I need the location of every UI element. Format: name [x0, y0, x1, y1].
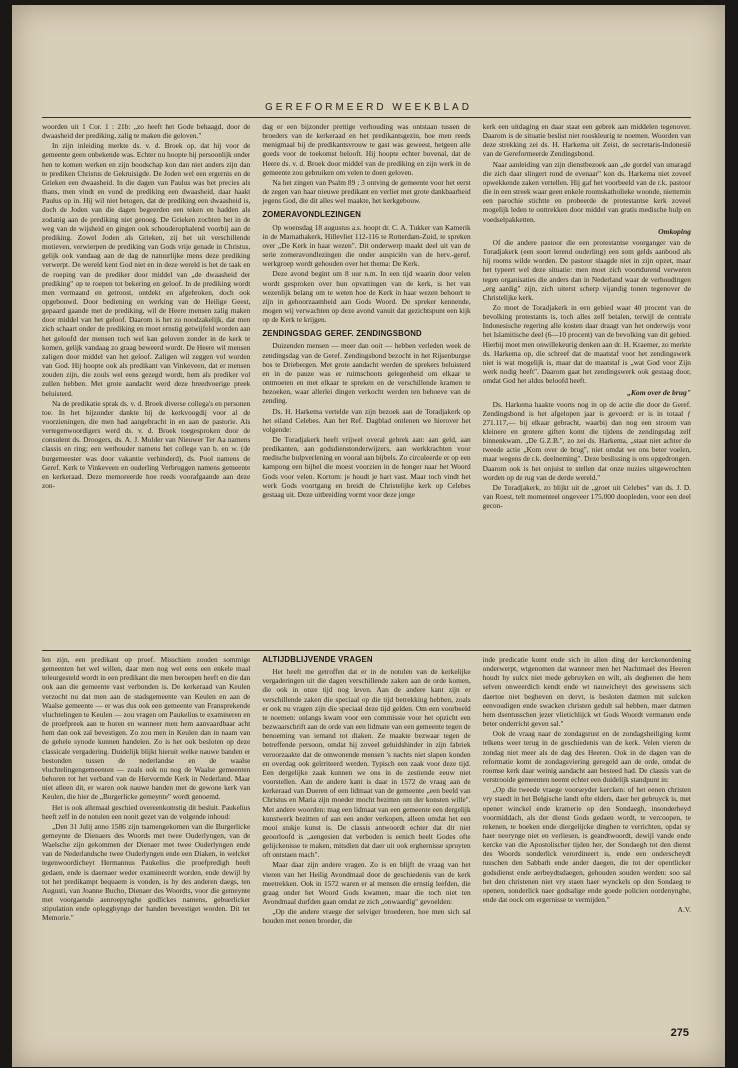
paragraph: inde predicatie komt ende sich in allen ding der kerckenordening onderwerpt, wtgenomen dat wanneer men het Nachtmael des Heeren houdt hy sulcx niet mede gebruyken en wilt, als deghenen die hem selven onweerdich kendt ende wt nauwicheyt des gewissens sich daertoe niet begheven en dervt, is besloten datmen mit sulcken eenvoudigen ende swacken christen gedult sal hebben, maer datmen hem dsentusschen jezer vlietichlijck wt Gods Woordt vermanen ende beter onderricht geven sal." — [482, 655, 691, 729]
paragraph: Na de predikatie sprak ds. v. d. Broek diverse collega's en personen toe. In het bijzonder dankte hij de kerkvoogdij voor al de voorzieningen, die men had aangebracht in en aan de pastorie. Als vertegenwoordigers werd ds. v. d. Broek toegesproken door de consulent ds. Droogers, ds. A. J. Mulder van Nieuwer Ter Aa namens classis en ring; een wethouder namens het college van b. en w. (de burgemeester was door vakantie verhinderd), ds. Pool namens de Geref. Kerk te Vinkeveen en ouderling Verbruggen namens gemeente en kerkeraad. Deze memoreerde hoe reeds voorafgaande aan deze zon- — [42, 398, 251, 491]
top-column-3 — [483, 122, 691, 646]
author-signature: A.V. — [677, 905, 691, 915]
section-heading-zomeravondlezingen: ZOMERAVONDLEZINGEN — [262, 210, 362, 220]
paragraph: Of die andere pastoor die een protestantse voorganger van de Toradjakerk (een soort lerend ouderling) een som gelds aanbood als hij rooms wilde worden. De pastoor slaagde niet in zijn opzet, maar het typeert wel deze situatie: men moet zich voortdurend verweren tegen organisaties die anders dan in Nederland waar de verhoudingen „erg aardig" zijn, zich uiterst scherp vijandig tonen tegenover de Christelijke kerk. — [482, 237, 691, 302]
paragraph: len zijn, een predikant op proef. Misschien zouden sommige gemeenten het wel willen, daar men nog wel eens een enkele maal teleurgesteld wordt in een predikant die men beroepen heeft en die dan ook aan die gemeente vast verbonden is. De kerkeraad van Keulen verzocht nu dat men aan de stadsgemeente van Keulen en aan de Waalse gemeente — er was dus ook een gemeente van Fransprekende vluchtelingen te Keulen — zou vragen om Paukelius te examineren en de proefpreek aan te horen en wanneer men hem aanvaardbaar acht hem dan ook zal bevestigen. Zo zou men in Keulen dan in naam van de gehele synode kunnen handelen. Zo is het ook besloten op deze classicale vergadering. Duidelijk blijkt hieruit welke nauwe banden er bestonden tussen de nederlandse en de waalse vluchtelingengemeenten — zoals ook nu nog de Waalse gemeenten behoren tot het verband van de Hervormde Kerk in Nederland. Maar niet alleen dit, er waren ook nauwe banden met de gewone kerk van Keulen, die hier de „Burgerlicke gemeynte" wordt genoemd. — [42, 655, 251, 802]
paragraph: dag er een bijzonder prettige verhouding was ontstaan tussen de broeders van de kerkeraad en het predikantsgezin, hoe men reeds menigmaal bij de predikantsvrouw te gast was geweest, hetgeen alle goeds voor de toekomst belooft. Hij hoopte echter bovenal, dat de Heere ds. v. d. Broek door middel van de prediking en zijn werk in de gemeente zou gebruiken om velen te doen geloven. — [262, 122, 471, 177]
top-columns — [42, 122, 691, 646]
paragraph: Ook de vraag naar de zondagsrust en de zondagsheiliging komt telkens weer terug in de geschiedenis van de kerk. Velen vieren de zondag niet meer als de dag des Heeren. Ook in de dagen van de reformatie komt de zondagsviering geregeld aan de orde, omdat de roomse kerk daar weinig aandacht aan besteed had. De classis van de verstrooide gemeenten neemt echter een duidelijk standpunt in: — [482, 729, 691, 785]
paragraph: Zo moet de Toradjakerk in een gebied waar 40 procent van de bevolking protestants is, toch alles zelf betalen, terwijl de centrale Indonesische regering alle kosten daar draagt van het onderwijs voor het Islamitische deel (6—10 procent) van de bevolking van dit gebied. Hierbij moet men onwillekeurig denken aan dr. H. Kraemer, zo merkte ds. Harkema op, die schreef dat de maatstaf voor het zendingswerk niet is wat mogelijk is, maar dat de maatstaf is „wat God voor Zijn werk nodig heeft". Daarom gaat het zendingswerk ook gestaag door, omdat God het aldus beloofd heeft. — [482, 302, 691, 386]
paragraph: De Toradjakerk, zo blijkt uit de „groet uit Celebes" van ds. J. D. van Roest, telt momenteel ongeveer 175.000 doopleden, voor een deel gecon- — [482, 482, 691, 511]
subheading-omkoping: Omkoping — [658, 226, 691, 236]
section-heading-altijdblijvende-vragen: ALTIJDBLIJVENDE VRAGEN — [262, 655, 373, 664]
paragraph: „Den 31 Julij anno 1586 zijn tsamengekomen van die Burgerlicke gemeynte de Dienaers des Woords met twee Ouderlyngen, van de Waelsche zijn gekommen der Dienaer met twee Ouderlyngen ende van de Nederlandsche twee Ouderlyngen ende een Diaken, in welcker tegenwoordicheyt Hermannus Paukelius die proefpredigh heeft gedaen, ende is daernaer weder examineerdt worden, ende dewijl hy tot het predikampt bequaem is vonden, is hy des anderen daegs, ten Augusti, van Joanne Bucho, Dienaer des Woordts, voor die gemeynte met voorgaende aenroepynghe godlickes namens, gebuerlicker stipulation ende oplegghynge der handen bevestiget worden. Dit ter Memorie." — [42, 821, 251, 923]
paragraph: kerk een uitdaging en daar staat een gebrek aan middelen tegenover. Daarom is de situatie beslist niet rooskleurig te noemen. Woorden van deze strekking zei ds. H. Harkema uit Zeist, de secretaris-Indonesië van de Gereformeerde Zendingsbond. — [482, 122, 691, 159]
paragraph: woorden uit 1 Cor. 1 : 21b: „zo heeft het Gode behaagd, door de dwaasheid der prediking, zalig te maken die geloven." — [42, 122, 251, 141]
paragraph: Na het zingen van Psalm 89 : 3 ontving de gemeente voor het eerst de zegen van haar nieuwe predikant en verliet met grote dankbaarheid jegens God, die dit alles wel maakte, het kerkgebouw. — [262, 177, 471, 206]
bottom-column-1 — [42, 655, 250, 995]
paragraph: In zijn inleiding merkte ds. v. d. Broek op, dat hij voor de gemeente geen onbekende was. Echter nu hoopte hij persoonlijk onder hen te komen werken en zijn boodschap kon dan niet anders zijn dan te prediken Christus de Gekruisigde. De Joden wel een ergernis en de Grieken een dwaasheid. In die dagen van Paulus was het precies als thans, men vindt en vond de prediking een dwaasheid, daar haakt Paulus op in. Hij wil niet betogen, dat de prediking een dwaasheid is, doch de Joden van die dagen begeerden een teken en hadden als zodanig aan de prediking niet genoeg. De Grieken zochten het in de weg van de wijsheid en gingen ook schouderophalend voorbij aan de prediking. Zowel Joden als Grieken, zij het uit verschillende motieven, verwierpen de prediking van Gods vrije genade in Christus, gelijk ook vandaag aan de dag de natuurlijke mens deze prediking verwerpt. De wereld kent God niet en in deze wereld is het de taak en de roeping van de prediker door middel van „de dwaasheid der prediking" op te roepen tot bekering en geloof. In de prediking wordt men vermaand en getroost, ontdekt en afgebroken, doch ook opgebouwd. Door bediening en werking van de Heilige Geest, gepaard gaande met de prediking, wil de Heere mensen zalig maken door middel van het geloof. Daarom is het zo noodzakelijk, dat men zich schaart onder de prediking en moet ernstig getwijfeld worden aan het geloofd der mensen toch wel kan geloven zonder in de kerk te komen, gelijk vandaag zo graag beweerd wordt. De Heere wil mensen zaligen door middel van het geloof. Zaligen wil zeggen vol worden van God. Hij hoopte ook als predikant van Vinkeveen, dat er mensen zouden zijn, die zouls wel eens gezegd wordt, hem als prediker vol zullen hebben. Met grote aandacht werd deze breedvoerige preek beluisterd. — [42, 141, 251, 398]
running-header: GEREFORMEERD WEEKBLAD — [265, 102, 472, 113]
bottom-column-3 — [483, 655, 691, 995]
paragraph: Het is ook allemaal geschied overeenkomstig dit besluit. Paukelius heeft zelf in de notulen een nooit gezet van de volgende inhoud: — [42, 802, 251, 821]
bottom-column-2 — [262, 655, 470, 995]
paragraph: Ds. Harkema haakte voorts nog in op de actie die door de Geref. Zendingsbond is het afgelopen jaar is gevoerd: er is in totaal ƒ 271.117,— bij elkaar gebracht, waarbij dan nog een stroom van kleinere en grotere giften komt die tijdens de zendingsdag zelf binnenkwam. „De G.Z.B.", zo zei ds. Harkema, „staat niet achter de tweede actie „Kom over de brug", niet omdat we ons beter voelen, maar wegens de r.k. deelneming". Deze beslissing is ons opgedrongen. Daarom ook is het onjuist te stellen dat onze nuzies uitgewrochten worden op de rug van de derde wereld." — [482, 399, 691, 482]
paragraph: Maar daar zijn andere vragen. Zo is en blijft de vraag van het vieren van het Heilig Avondmaal door de geschiedenis van de kerk meetrekken. Ook in 1572 waren er al mensen die ernstig leefden, die graag onder het Woord Gods kwamen, maar die toch niet ten Avondmaal durfden gaan omdat ze zich „onwaardig" gevoelden: — [262, 860, 471, 907]
paragraph: Het heeft me getroffen dat er in de notulen van de kerkelijke vergaderingen uit die dagen verschillende zaken aan de orde komen, die ook in onze tijd nog leven. Aan de andere kant zijn er verschillende zaken die speciaal op die tijd betrekking hebben, zoals er ook nu vragen zijn die speciaal deze tijd gelden. Om een voorbeeld te noemen: onlangs kwam voor een commissie voor het opzicht een bezwaarschrift aan de orde van een lidmate van een gemeente tegen de benoeming van iemand tot diaken. Ze maakte bezwaar tegen de betreffende persoon, omdat hij zoveel geluidshinder in zijn fabriek veroorzaakte dat de omwonende mensen 's nachts niet slapen konden en overdag ook geïrriteerd werden. Typisch een zaak voor deze tijd. Een dergelijke zaak kunnen we ons in de zestiende eeuw niet voorstellen. Aan de andere kant is daar in 1572 de vraag aan de kerkeraad van Dueren of een lidmaat van de gemeente „een beeld van Christus en Maria zijn moeder mocht bezitten om der konsten wille". Met andere woorden: mag een lidmaat van een gemeente een dergelijk kunstwerk bezitten of aan een ander verkopen, alleen omdat het een mooi stukje kunst is. De classis antwoordt echter dat dit niet geoorloofd is „aengesien dat verboden is eenich beelt Godes ofte gelijckenisse te maken, mitsdien dat daer uit ook erghernisse spruyten oft ontstaen mach". — [262, 667, 471, 860]
subheading-kom-over-de-brug: „Kom over de brug" — [627, 388, 691, 398]
paragraph: „Op die tweede vraege voorseyder kercken: of het eenen christen vry staedt in het Belgische landt ofte elders, daer het gebruyck is, met opener winckel ende kramerie op den Sondaegh, insonderheyd voormiddach, als der dienst Gods gedaen wordt, te vercoopen, te rekenen, te boeken ende diergelijcke dinghen te verrichten, opdat sy haer neerynge niet en verliesen, is geandtwoordt, dewijl vande ende kercke van die Apostolischer tijden her, der Sondaegh tot den dienst des Woords sonderlick verordineert is, ende een onderscheydt tusschen den Sabbath ende ander daegen, die tot der opentlicker godsdienst ende aerbeydtsdaegen, gehouden souden werden: soo sal het den christenen niet vry staen haer wynckels op den Sondaeg te openen, sonderlick naer godsalige ende goede policien oordenynghe, ende dat oock om ergernisse te vermijden." — [482, 785, 691, 905]
top-column-1 — [42, 122, 250, 646]
paragraph: „Op die andere vraege der selviger broederen, hoe men sich sal houden met eenen broeder, die — [262, 907, 471, 926]
paragraph: Naar aanleiding van zijn dienstbezoek aan „de gordel van smaragd die zich daar slingert rond de evenaar" kon ds. Harkema niet zoveel opwekkende zaken vertellen. Hij gaf het voorbeeld van de r.k. pastoor die in een streek waar geen enkele roomskatholieke woonde, niettemin een parochie stichtte en probeerde de protestantse kerk zoveel mogelijk leden te onttrekken door middel van gratis medische hulp en voedselpakketten. — [482, 159, 691, 224]
paragraph: Duizenden mensen — meer dan ooit — hebben verleden week de zendingsdag van de Geref. Zendingsbond bezocht in het Rijsenburgse bos te Driebergen. Met grote aandacht werden de sprekers beluisterd en in de pauze was er ruimschoots gelegenheid om elkaar te ontmoeten en met elkaar te spreken en de verschillende kramen te bezoeken, waar allerlei dingen verkocht werden ten behoeve van de zending. — [262, 341, 471, 406]
paragraph: De Toradjakerk heeft vrijwel overal gebrek aan: aan geld, aan predikanten, aan godsdienstonderwijzers, aan werkkrachten voor medische hulpverlening en vooral aan bijbels. Zo circuleerde er op een kampong een bijbel die moest voorzien in de honger naar het Woord Gods voor velen. Kortom: je houdt je hart vast. Maar toch vindt het werk Gods voortgang en breidt de Christelijke kerk op Celebes gestaag uit. Deze uitbreiding vormt voor deze jonge — [262, 435, 471, 499]
top-column-2 — [262, 122, 470, 646]
paragraph: Op woensdag 18 augustus a.s. hoopt dr. C. A. Tukker van Kamerik in de Marnathakerk, Hillevliet 112-116 te Rotterdam-Zuid, te spreken over „De Kerk in haar wezen". Dit onderwerp maakt deel uit van de serie zomeravondlezingen die onder auspiciën van de herv.-geref. werkgroep wordt gehouden over het thema: De Kerk. — [262, 222, 471, 269]
header-rule — [42, 117, 691, 118]
magazine-page — [12, 5, 725, 1067]
section-heading-zendingsdag: ZENDINGSDAG GEREF. ZENDINGSBOND — [262, 329, 422, 339]
page-number: 275 — [670, 1027, 689, 1039]
paragraph: Deze avond begint om 8 uur n.m. In een tijd waarin door velen wordt gesproken over hun opvattingen van de kerk, is het van wezenlijk belang om te weten hoe de Kerk in haar wezen behoort te zijn in gehoorzaamheid aan Gods Woord. De spreker kennende, mogen wij verwachten op deze avond vanuit dat gezichtspunt een kijk op de Kerk te krijgen. — [262, 269, 471, 325]
bottom-columns — [42, 655, 691, 995]
paragraph: Ds. H. Harkema vertelde van zijn bezoek aan de Toradjakerk op het eiland Celebes. Aan het Ref. Dagblad ontlenen we hierover het volgende: — [262, 406, 471, 434]
section-divider — [42, 650, 691, 651]
